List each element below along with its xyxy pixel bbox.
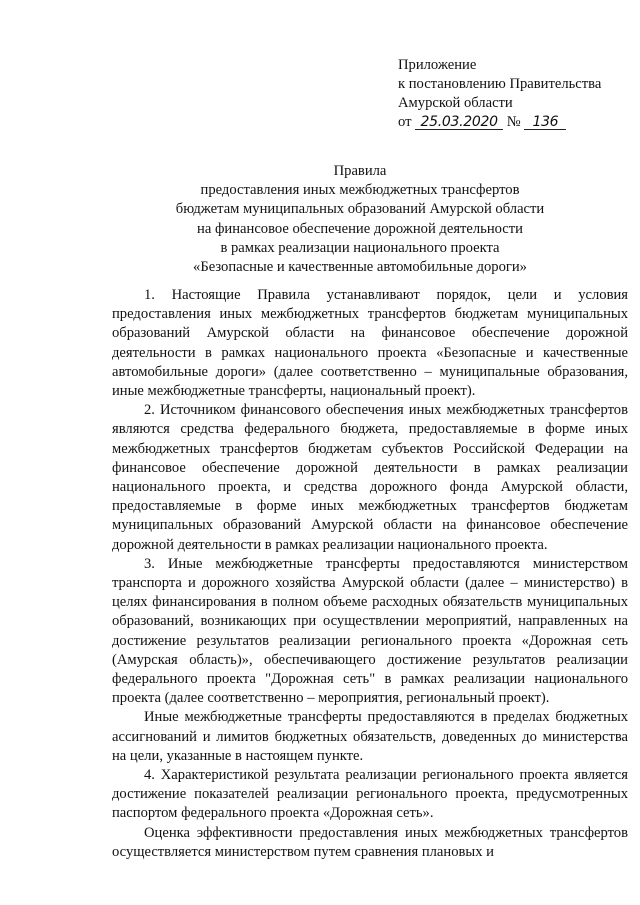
document-body bbox=[112, 286, 628, 862]
handwritten-number: 136 bbox=[524, 115, 566, 130]
title-line: «Безопасные и качественные автомобильные дороги» bbox=[193, 259, 527, 276]
paragraph: 3. Иные межбюджетные трансферты предоставляются министерством транспорта и дорожного хозяйства Амурской области (далее – министерство) в целях финансирования в полном объеме расходных обязательств муниципальных образований, возникающих при осуществлении мероприятий, направленных на достижение результатов реализации регионального проекта «Дорожная сеть (Амурская область)», обеспечивающего достижение результатов реализации федерального проекта "Дорожная сеть" в рамках реализации национального проекта (далее соответственно – мероприятия, региональный проект). bbox=[112, 555, 628, 707]
paragraph: 1. Настоящие Правила устанавливают порядок, цели и условия предоставления иных межбюджетных трансфертов бюджетам муниципальных образований Амурской области на финансовое обеспечение дорожной деятельности в рамках национального проекта «Безопасные и качественные автомобильные дороги» (далее соответственно – муниципальные образования, иные межбюджетные трансферты, национальный проект). bbox=[112, 287, 628, 400]
from-label: от bbox=[398, 114, 412, 130]
document-title bbox=[120, 162, 600, 277]
appendix-header bbox=[398, 56, 634, 132]
paragraph: 4. Характеристикой результата реализации регионального проекта является достижение показателей реализации регионального проекта, предусмотренных паспортом федерального проекта «Дорожная сеть». bbox=[112, 767, 628, 822]
paragraph: Оценка эффективности предоставления иных межбюджетных трансфертов осуществляется министерством путем сравнения плановых и bbox=[112, 824, 628, 860]
number-label: № bbox=[506, 114, 521, 130]
appendix-line: к постановлению Правительства bbox=[398, 76, 602, 92]
paragraph: 2. Источником финансового обеспечения иных межбюджетных трансфертов являются средства федерального бюджета, предоставляемые в форме иных межбюджетных трансфертов бюджетам субъектов Российской Федерации на финансовое обеспечение дорожной деятельности в рамках реализации национального проекта, и средства дорожного фонда Амурской области, предоставляемые в форме иных межбюджетных трансфертов бюджетам муниципальных образований Амурской области на финансовое обеспечение дорожной деятельности в рамках реализации национального проекта. bbox=[112, 402, 628, 553]
title-line: в рамках реализации национального проекта bbox=[220, 239, 500, 256]
appendix-line: Приложение bbox=[398, 57, 477, 73]
title-line: бюджетам муниципальных образований Амурской области bbox=[175, 201, 545, 218]
appendix-date-line bbox=[398, 113, 634, 132]
title-line: Правила bbox=[333, 163, 387, 179]
appendix-line: Амурской области bbox=[398, 95, 513, 111]
title-line: на финансовое обеспечение дорожной деятельности bbox=[197, 220, 523, 237]
handwritten-date: 25.03.2020 bbox=[415, 115, 503, 130]
title-line: предоставления иных межбюджетных трансфертов bbox=[200, 182, 520, 199]
paragraph: Иные межбюджетные трансферты предоставляются в пределах бюджетных ассигнований и лимитов бюджетных обязательств, доведенных до министерства на цели, указанные в настоящем пункте. bbox=[112, 709, 628, 764]
